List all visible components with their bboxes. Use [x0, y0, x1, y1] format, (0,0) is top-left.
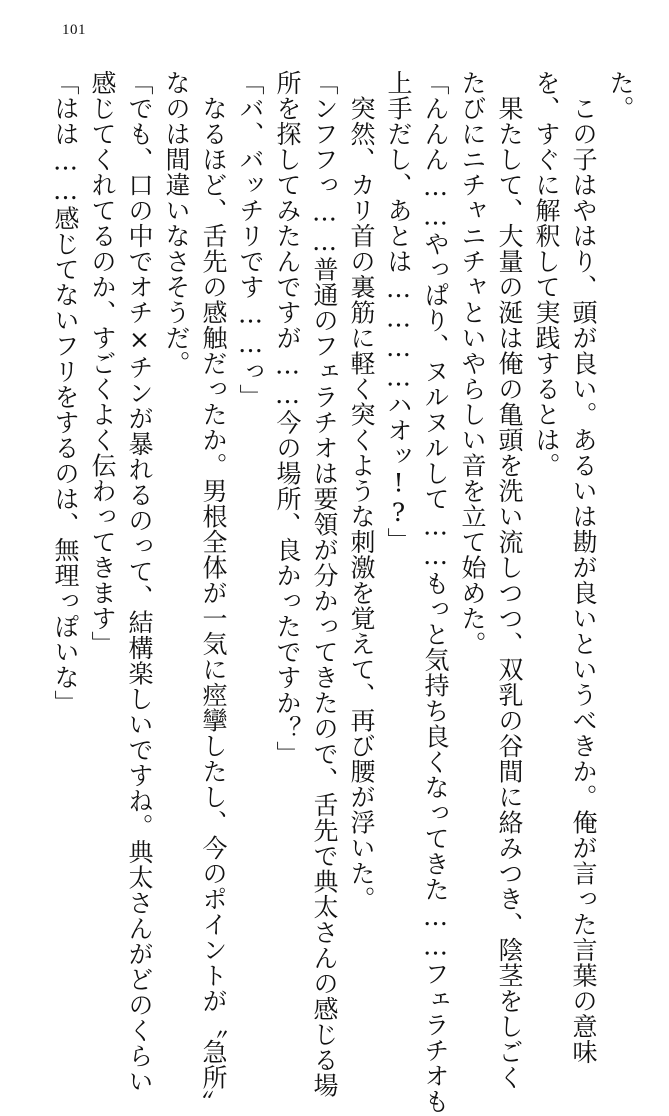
text-line: なのは間違いなさそうだ。 [162, 70, 191, 376]
text-line: を、すぐに解釈して実践するとは。 [532, 70, 561, 478]
text-line: 感じてくれてるのか、すごくよく伝わってきます」 [88, 70, 117, 657]
text-line: たびにニチャニチャといやらしい音を立て始めた。 [458, 70, 487, 657]
novel-text-body [39, 70, 639, 1116]
text-line: 「ンフフっ……普通のフェラチオは要領が分かってきたので、舌先で典太さんの感じる場 [310, 70, 339, 1098]
text-line: この子はやはり、頭が良い。あるいは勘が良いというべきか。俺が言った言葉の意味 [569, 70, 598, 1065]
text-line: 突然、カリ首の裏筋に軽く突くような刺激を覚えて、再び腰が浮いた。 [347, 70, 376, 912]
text-line: 「でも、口の中でオチ×チンが暴れるのって、結構楽しいですね。典太さんがどのくらい [125, 70, 154, 1094]
page-number: 101 [62, 22, 86, 38]
text-line: た。 [606, 70, 635, 121]
text-line: 「バ、バッチリです……っ」 [236, 70, 265, 410]
text-line: 「はは……感じてないフリをするのは、無理っぽいな」 [51, 70, 80, 716]
text-line: 「んんん……やっぱり、ヌルヌルして……もっと気持ち良くなってきた……フェラチオも [421, 70, 450, 1114]
text-line: 上手だし、あとは…………ハオッ!?」 [384, 70, 413, 553]
text-line: なるほど、舌先の感触だったか。男根全体が一気に痙攣したし、今のポイントが〝急所〟 [199, 70, 228, 1116]
text-line: 果たして、大量の涎は俺の亀頭を洗い流しつつ、双乳の谷間に絡みつき、陰茎をしごく [495, 70, 524, 1090]
text-line: 所を探してみたんですが……今の場所、良かったですか？」 [273, 70, 302, 767]
